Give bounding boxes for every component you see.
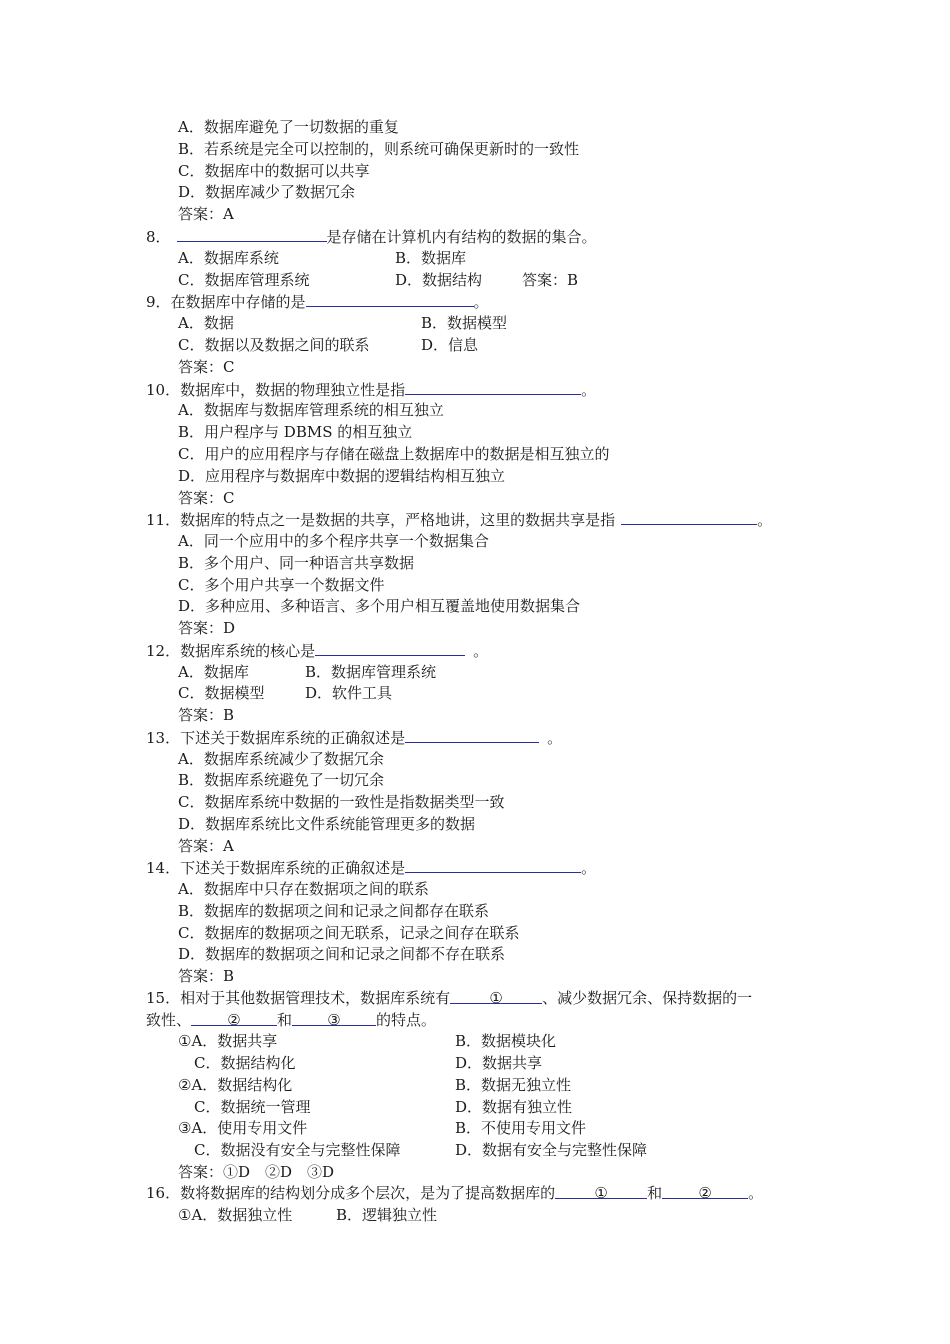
q9-stem-text: 9．在数据库中存储的是	[146, 293, 306, 311]
q8-option-a: A．数据库系统	[178, 249, 279, 267]
q9-end: 。	[473, 293, 489, 311]
q11-answer: 答案：D	[178, 619, 236, 637]
q14-stem-text: 14．下述关于数据库系统的正确叙述是	[146, 859, 406, 877]
q15-r2-option-c: C．数据统一管理	[194, 1098, 311, 1116]
q8-number: 8．	[146, 228, 171, 246]
q9-option-b: B．数据模型	[421, 314, 508, 332]
q10-stem-text: 10．数据库中，数据的物理独立性是指	[146, 381, 406, 399]
q14-option-c: C．数据库的数据项之间无联系，记录之间存在联系	[178, 924, 520, 942]
q7-option-d: D．数据库减少了数据冗余	[178, 183, 356, 201]
q16-stem-text: 16．数将数据库的结构划分成多个层次，是为了提高数据库的	[146, 1184, 556, 1202]
q10-answer: 答案：C	[178, 489, 235, 507]
q11-stem-text: 11．数据库的特点之一是数据的共享，严格地讲，这里的数据共享是指	[146, 511, 616, 529]
q15-stem-end: 的特点。	[376, 1011, 437, 1029]
q16-blank-2: ②	[662, 1183, 748, 1199]
q15-r2-option-d: D．数据有独立性	[455, 1098, 573, 1116]
q13-option-b: B．数据库系统避免了一切冗余	[178, 771, 385, 789]
q13-stem	[146, 727, 562, 748]
q12-option-c: C．数据模型	[178, 684, 265, 702]
q10-stem	[146, 379, 596, 400]
q15-stem-line2-start: 致性、	[146, 1011, 192, 1029]
q11-blank	[621, 509, 757, 525]
q13-option-c: C．数据库系统中数据的一致性是指数据类型一致	[178, 793, 505, 811]
q9-answer: 答案：C	[178, 358, 235, 376]
q13-blank	[405, 727, 539, 743]
q14-option-b: B．数据库的数据项之间和记录之间都存在联系	[178, 902, 490, 920]
q13-end: 。	[547, 729, 563, 747]
q16-end: 。	[748, 1184, 764, 1202]
q13-stem-text: 13．下述关于数据库系统的正确叙述是	[146, 729, 406, 747]
q14-option-d: D．数据库的数据项之间和记录之间都不存在联系	[178, 945, 506, 963]
q8-stem-text: 是存储在计算机内有结构的数据的集合。	[326, 228, 597, 246]
q13-option-a: A．数据库系统减少了数据冗余	[178, 750, 384, 768]
q13-option-d: D．数据库系统比文件系统能管理更多的数据	[178, 815, 476, 833]
q8-stem	[146, 226, 597, 247]
q16-r1-option-a: ①A．数据独立性	[178, 1206, 293, 1224]
q12-answer: 答案：B	[178, 706, 235, 724]
q8-answer: 答案：B	[522, 271, 579, 289]
q9-option-d: D．信息	[421, 336, 479, 354]
q15-blank-1: ①	[450, 988, 542, 1004]
q8-option-b: B．数据库	[395, 249, 467, 267]
q8-option-d: D．数据结构	[395, 271, 483, 289]
q14-blank	[405, 857, 581, 873]
q13-answer: 答案：A	[178, 837, 234, 855]
q14-end: 。	[581, 859, 597, 877]
q15-stem-mid: 、减少数据冗余、保持数据的一	[542, 989, 753, 1007]
q7-option-b: B．若系统是完全可以控制的，则系统可确保更新时的一致性	[178, 140, 580, 158]
q9-stem	[146, 291, 489, 312]
q15-r2-option-b: B．数据无独立性	[455, 1076, 572, 1094]
q15-r3-option-c: C．数据没有安全与完整性保障	[194, 1141, 401, 1159]
q15-and: 和	[277, 1011, 293, 1029]
q9-blank	[306, 291, 474, 307]
q15-answer: 答案：①D ②D ③D	[178, 1163, 335, 1181]
q11-option-c: C．多个用户共享一个数据文件	[178, 576, 385, 594]
q10-blank	[405, 379, 581, 395]
q15-stem-line2	[146, 1010, 436, 1030]
q15-stem-line1	[146, 988, 752, 1008]
q14-answer: 答案：B	[178, 967, 235, 985]
q10-option-a: A．数据库与数据库管理系统的相互独立	[178, 401, 444, 419]
q16-and: 和	[647, 1184, 663, 1202]
q11-option-b: B．多个用户、同一种语言共享数据	[178, 554, 415, 572]
q12-option-b: B．数据库管理系统	[305, 663, 437, 681]
q15-r2-option-a: ②A．数据结构化	[178, 1076, 293, 1094]
q16-blank-1: ①	[555, 1183, 647, 1199]
q7-answer: 答案：A	[178, 205, 234, 223]
q15-r1-option-b: B．数据模块化	[455, 1032, 557, 1050]
q11-option-d: D．多种应用、多种语言、多个用户相互覆盖地使用数据集合	[178, 597, 581, 615]
q15-stem-text: 15．相对于其他数据管理技术，数据库系统有	[146, 989, 451, 1007]
q15-blank-2: ②	[191, 1010, 277, 1026]
q14-stem	[146, 857, 596, 878]
q16-stem	[146, 1183, 763, 1203]
q15-blank-3: ③	[292, 1010, 376, 1026]
q10-option-c: C．用户的应用程序与存储在磁盘上数据库中的数据是相互独立的	[178, 445, 610, 463]
q15-r3-option-b: B．不使用专用文件	[455, 1119, 587, 1137]
q12-stem-text: 12．数据库系统的核心是	[146, 642, 316, 660]
q8-option-c: C．数据库管理系统	[178, 271, 310, 289]
q16-r1-option-b: B．逻辑独立性	[336, 1206, 438, 1224]
q7-option-c: C．数据库中的数据可以共享	[178, 162, 370, 180]
q12-option-d: D．软件工具	[305, 684, 393, 702]
q12-stem	[146, 640, 488, 661]
q11-stem	[146, 509, 772, 530]
q11-end: 。	[757, 511, 773, 529]
q11-option-a: A．同一个应用中的多个程序共享一个数据集合	[178, 532, 489, 550]
q15-r1-option-d: D．数据共享	[455, 1054, 543, 1072]
q15-r3-option-d: D．数据有安全与完整性保障	[455, 1141, 648, 1159]
q15-r1-option-c: C．数据结构化	[194, 1054, 296, 1072]
q10-option-b: B．用户程序与 DBMS 的相互独立	[178, 423, 413, 441]
q12-option-a: A．数据库	[178, 663, 249, 681]
q12-blank	[315, 640, 465, 656]
q14-option-a: A．数据库中只存在数据项之间的联系	[178, 880, 429, 898]
q10-end: 。	[581, 381, 597, 399]
q8-blank	[177, 226, 327, 242]
q9-option-a: A．数据	[178, 314, 234, 332]
q15-r3-option-a: ③A．使用专用文件	[178, 1119, 308, 1137]
q9-option-c: C．数据以及数据之间的联系	[178, 336, 370, 354]
q7-option-a: A．数据库避免了一切数据的重复	[178, 118, 399, 136]
q15-r1-option-a: ①A．数据共享	[178, 1032, 278, 1050]
q10-option-d: D．应用程序与数据库中数据的逻辑结构相互独立	[178, 467, 506, 485]
q12-end: 。	[473, 642, 489, 660]
